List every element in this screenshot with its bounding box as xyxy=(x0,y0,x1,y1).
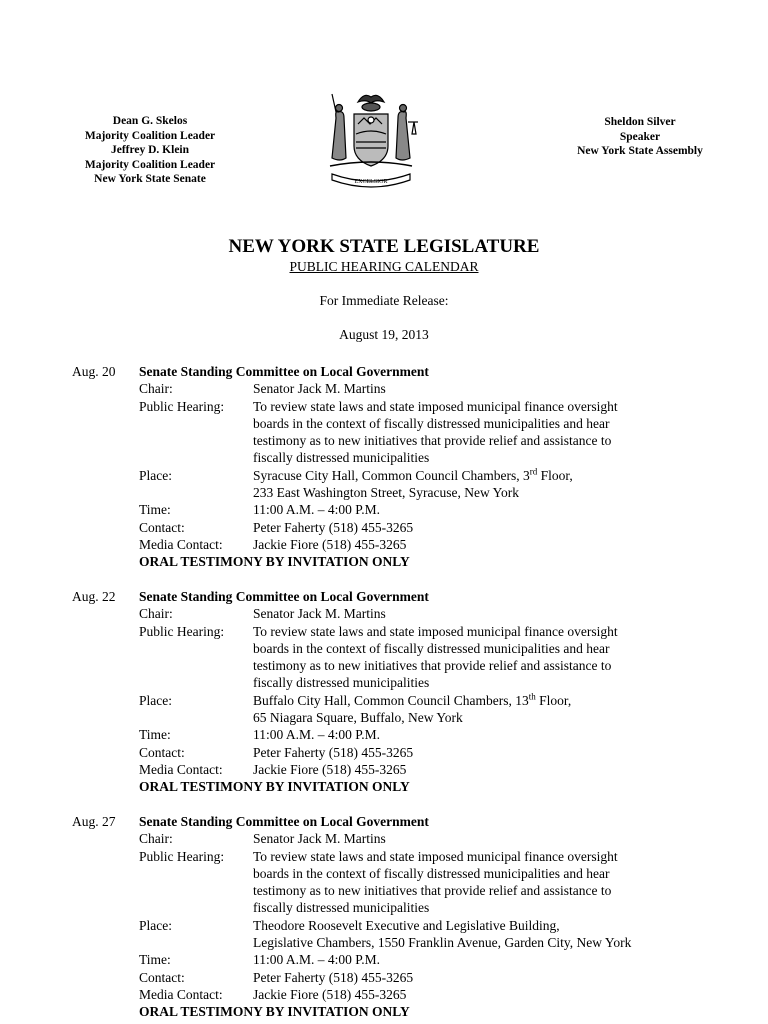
chair-label: Chair: xyxy=(139,606,173,622)
place-ordinal: th xyxy=(528,691,536,702)
place-text-end: Floor, xyxy=(537,467,573,483)
media-contact-label: Media Contact: xyxy=(139,986,223,1002)
event-hearing-line: To review state laws and state imposed municipal finance oversight xyxy=(253,623,618,639)
media-contact-label: Media Contact: xyxy=(139,536,223,552)
event-committee: Senate Standing Committee on Local Government xyxy=(139,364,429,379)
event-time: 11:00 A.M. – 4:00 P.M. xyxy=(253,502,381,518)
event-hearing-line: testimony as to new initiatives that provide relief and assistance to xyxy=(253,658,612,674)
event-time: 11:00 A.M. – 4:00 P.M. xyxy=(253,727,381,743)
place-text-end: Floor, xyxy=(535,692,572,708)
event-hearing-line: fiscally distressed municipalities xyxy=(253,675,430,691)
contact-label: Contact: xyxy=(139,519,185,535)
hearing-label: Public Hearing: xyxy=(139,623,225,639)
event-contact: Peter Faherty (518) 455-3265 xyxy=(253,519,414,535)
event-hearing-line: boards in the context of fiscally distressed municipalities and hear xyxy=(253,640,610,656)
event-contact: Peter Faherty (518) 455-3265 xyxy=(253,969,414,985)
contact-label: Contact: xyxy=(139,969,185,985)
place-label: Place: xyxy=(139,692,172,708)
subtitle-text: PUBLIC HEARING CALENDAR xyxy=(289,259,479,274)
event-date: Aug. 20 xyxy=(72,364,116,379)
place-label: Place: xyxy=(139,917,172,933)
hearing-event xyxy=(0,813,768,1021)
place-text: Theodore Roosevelt Executive and Legislative Building, xyxy=(253,917,560,933)
place-label: Place: xyxy=(139,467,172,483)
time-label: Time: xyxy=(139,502,171,518)
chair-label: Chair: xyxy=(139,831,173,847)
assembly-name: New York State Assembly xyxy=(577,145,703,158)
event-media-contact: Jackie Fiore (518) 455-3265 xyxy=(253,986,407,1002)
senate-header xyxy=(60,114,240,187)
hearing-label: Public Hearing: xyxy=(139,398,225,414)
event-committee: Senate Standing Committee on Local Government xyxy=(139,814,429,829)
senate-leader-2-title: Majority Coalition Leader xyxy=(84,158,216,171)
release-note: For Immediate Release: xyxy=(319,293,449,308)
event-time: 11:00 A.M. – 4:00 P.M. xyxy=(253,952,381,968)
place-text: Buffalo City Hall, Common Council Chambers, 13 xyxy=(253,692,529,708)
event-hearing-line: To review state laws and state imposed municipal finance oversight xyxy=(253,848,618,864)
event-hearing-line: testimony as to new initiatives that provide relief and assistance to xyxy=(253,883,612,899)
event-hearing-line: boards in the context of fiscally distressed municipalities and hear xyxy=(253,415,610,431)
event-hearing-line: fiscally distressed municipalities xyxy=(253,900,430,916)
event-hearing-line: To review state laws and state imposed municipal finance oversight xyxy=(253,398,618,414)
oral-testimony-note: ORAL TESTIMONY BY INVITATION ONLY xyxy=(139,554,410,570)
chair-label: Chair: xyxy=(139,381,173,397)
event-place-line xyxy=(253,467,573,484)
place-ordinal: rd xyxy=(529,466,538,477)
senate-name: New York State Senate xyxy=(94,173,206,186)
place-text: Syracuse City Hall, Common Council Chambers, 3 xyxy=(253,467,530,483)
event-place-line xyxy=(253,917,560,934)
oral-testimony-note: ORAL TESTIMONY BY INVITATION ONLY xyxy=(139,779,410,795)
event-hearing-line: testimony as to new initiatives that provide relief and assistance to xyxy=(253,433,612,449)
event-hearing-line: boards in the context of fiscally distressed municipalities and hear xyxy=(253,865,610,881)
new-york-state-seal-icon xyxy=(318,88,424,192)
hearing-event xyxy=(0,588,768,796)
event-chair: Senator Jack M. Martins xyxy=(253,831,386,847)
event-contact: Peter Faherty (518) 455-3265 xyxy=(253,744,414,760)
event-media-contact: Jackie Fiore (518) 455-3265 xyxy=(253,761,407,777)
event-media-contact: Jackie Fiore (518) 455-3265 xyxy=(253,536,407,552)
event-chair: Senator Jack M. Martins xyxy=(253,381,386,397)
event-place-line xyxy=(253,692,571,709)
event-committee: Senate Standing Committee on Local Government xyxy=(139,589,429,604)
speaker-name: Sheldon Silver xyxy=(604,116,676,128)
senate-leader-2: Jeffrey D. Klein xyxy=(110,144,190,157)
event-address: 65 Niagara Square, Buffalo, New York xyxy=(253,710,463,726)
assembly-header xyxy=(545,115,735,159)
hearing-label: Public Hearing: xyxy=(139,848,225,864)
oral-testimony-note: ORAL TESTIMONY BY INVITATION ONLY xyxy=(139,1004,410,1020)
document-title: NEW YORK STATE LEGISLATURE xyxy=(228,236,540,257)
event-address: Legislative Chambers, 1550 Franklin Avenue, Garden City, New York xyxy=(253,935,632,951)
senate-leader-1: Dean G. Skelos xyxy=(112,115,188,127)
senate-leader-1-title: Majority Coalition Leader xyxy=(84,129,216,142)
speaker-title: Speaker xyxy=(619,130,661,143)
seal-motto: EXCELSIOR xyxy=(354,179,388,185)
media-contact-label: Media Contact: xyxy=(139,761,223,777)
document-subtitle xyxy=(0,259,768,275)
event-chair: Senator Jack M. Martins xyxy=(253,606,386,622)
time-label: Time: xyxy=(139,952,171,968)
event-date: Aug. 27 xyxy=(72,814,116,829)
event-date: Aug. 22 xyxy=(72,589,116,604)
time-label: Time: xyxy=(139,727,171,743)
hearing-event xyxy=(0,363,768,571)
event-hearing-line: fiscally distressed municipalities xyxy=(253,450,430,466)
release-date: August 19, 2013 xyxy=(339,327,429,342)
event-address: 233 East Washington Street, Syracuse, New York xyxy=(253,485,520,501)
contact-label: Contact: xyxy=(139,744,185,760)
